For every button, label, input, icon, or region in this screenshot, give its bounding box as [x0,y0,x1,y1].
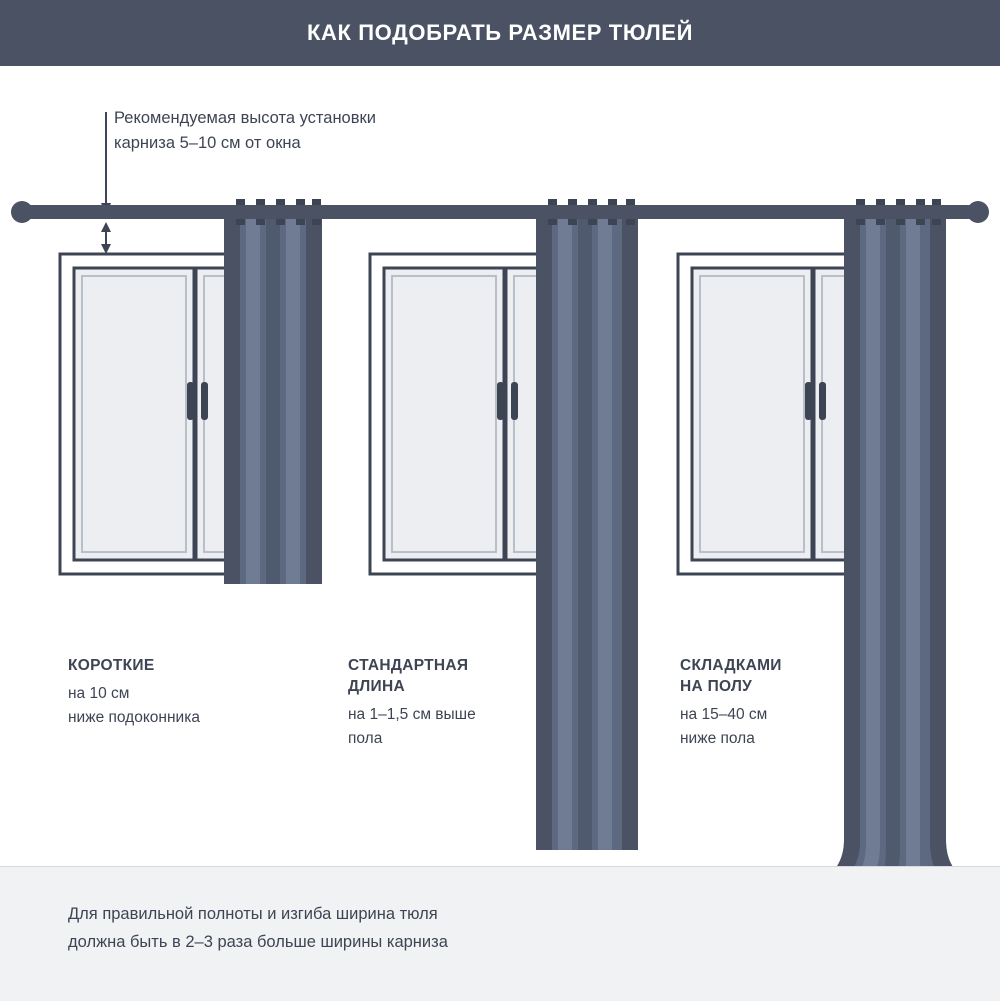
curtain-short [224,199,322,584]
caption-standard [348,655,548,751]
caption-puddle-sub [680,703,890,751]
caption-standard-title-1: СТАНДАРТНАЯ [348,657,469,674]
caption-standard-sub [348,703,548,751]
caption-short [68,655,278,730]
annotation-line-1: Рекомендуемая высота установки [114,109,376,127]
caption-standard-sub-2: пола [348,730,383,747]
caption-standard-sub-1: на 1–1,5 см выше [348,706,476,723]
footer-line-1: Для правильной полноты и изгиба ширина тюля [68,905,438,923]
caption-short-title-1: КОРОТКИЕ [68,657,155,674]
footer-note [68,900,668,956]
gap-arrow [101,222,111,254]
caption-short-sub [68,682,278,730]
annotation-leader-line [101,112,111,215]
curtain-rod [11,201,989,223]
caption-puddle-title-2: НА ПОЛУ [680,678,753,695]
caption-puddle-sub-2: ниже пола [680,730,755,747]
caption-short-sub-1: на 10 см [68,685,130,702]
caption-puddle [680,655,890,751]
caption-puddle-sub-1: на 15–40 см [680,706,768,723]
annotation-line-2: карниза 5–10 см от окна [114,134,301,152]
curtain-standard [536,199,638,850]
caption-puddle-title-1: СКЛАДКАМИ [680,657,782,674]
page-title: КАК ПОДОБРАТЬ РАЗМЕР ТЮЛЕЙ [307,20,693,45]
caption-short-sub-2: ниже подоконника [68,709,200,726]
caption-standard-title-2: ДЛИНА [348,678,405,695]
footer-line-2: должна быть в 2–3 раза больше ширины карниза [68,933,448,951]
